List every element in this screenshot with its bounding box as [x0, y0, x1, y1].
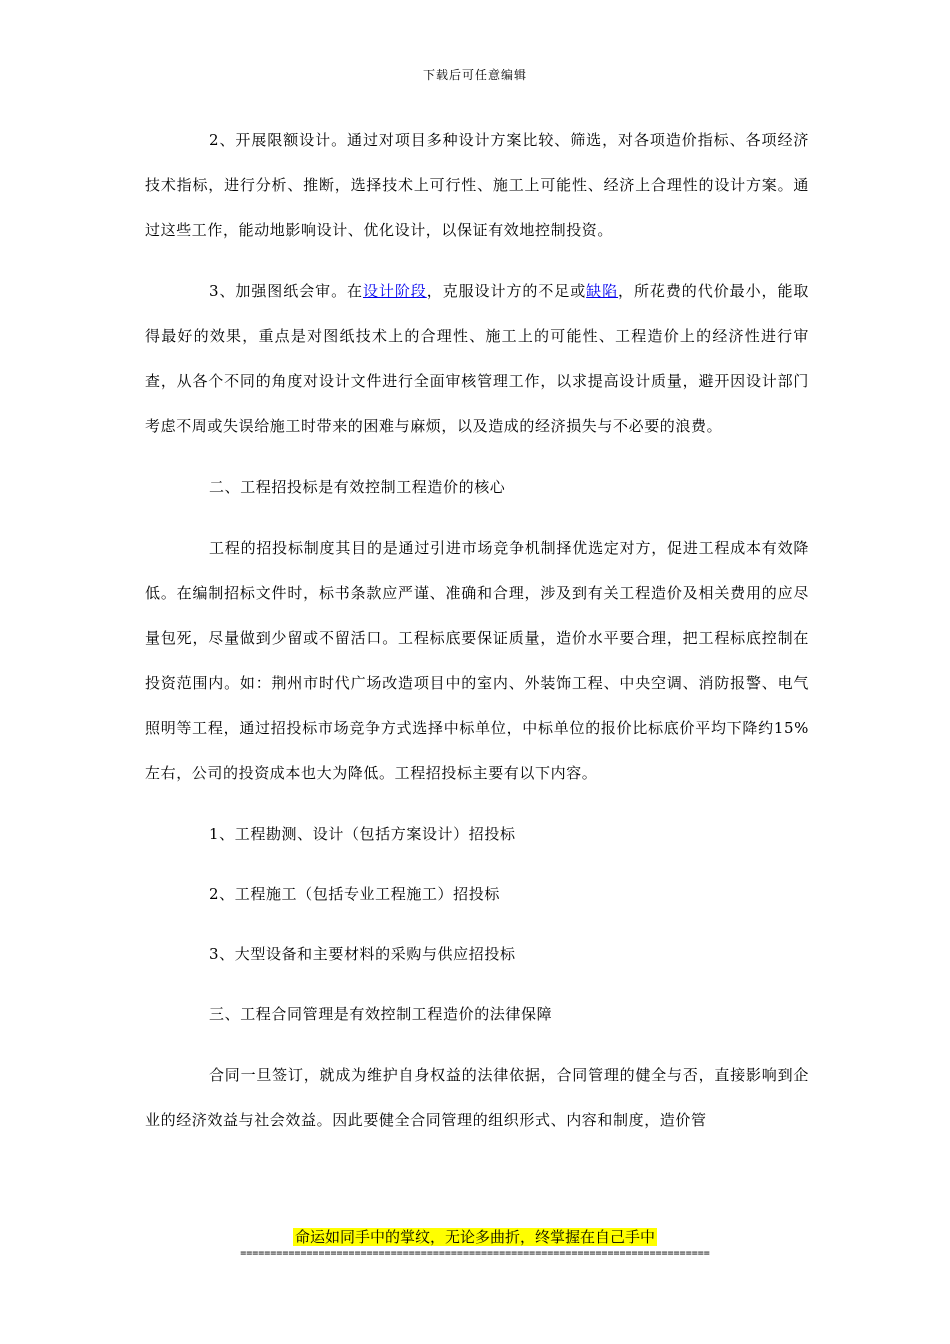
- list-item-construction: 2、工程施工（包括专业工程施工）招投标: [209, 885, 500, 903]
- paragraph-drawing-review: [145, 269, 809, 449]
- document-body: [145, 118, 809, 1159]
- paragraph-bidding: 工程的招投标制度其目的是通过引进市场竞争机制择优选定对方，促进工程成本有效降低。在编制招标文件时，标书条款应严谨、准确和合理，涉及到有关工程造价及相关费用的应尽量包死，尽量做到少留或不留活口。工程标底要保证质量，造价水平要合理，把工程标底控制在投资范围内。如：荆州市时代广场改造项目中的室内、外装饰工程、中央空调、消防报警、电气照明等工程，通过招投标市场竞争方式选择中标单位，中标单位的报价比标底价平均下降约15%左右，公司的投资成本也大为降低。工程招投标主要有以下内容。: [145, 539, 809, 782]
- page-header: 下载后可任意编辑: [422, 68, 527, 82]
- defect-link[interactable]: 缺陷: [586, 282, 619, 300]
- section-heading-bidding: 二、工程招投标是有效控制工程造价的核心: [209, 478, 506, 496]
- drawing-review-text-start: 3、加强图纸会审。在: [209, 282, 363, 300]
- list-item-equipment: 3、大型设备和主要材料的采购与供应招投标: [209, 945, 516, 963]
- drawing-review-text-end: ，所花费的代价最小，能取得最好的效果，重点是对图纸技术上的合理性、施工上的可能性、工程造价上的经济性进行审查，从各个不同的角度对设计文件进行全面审核管理工作，以求提高设计质量，避开因设计部门考虑不周或失误给施工时带来的困难与麻烦，以及造成的经济损失与不必要的浪费。: [145, 282, 810, 435]
- footer-motto-text: 命运如同手中的掌纹，无论多曲折，终掌握在自己手中: [294, 1228, 655, 1246]
- section-heading-contract: 三、工程合同管理是有效控制工程造价的法律保障: [209, 1005, 553, 1023]
- paragraph-design-limit: 2、开展限额设计。通过对项目多种设计方案比较、筛选，对各项造价指标、各项经济技术指标，进行分析、推断，选择技术上可行性、施工上可能性、经济上合理性的设计方案。通过这些工作，能动地影响设计、优化设计，以保证有效地控制投资。: [145, 131, 809, 239]
- design-stage-link[interactable]: 设计阶段: [362, 282, 427, 300]
- paragraph-contract: 合同一旦签订，就成为维护自身权益的法律依据，合同管理的健全与否，直接影响到企业的经济效益与社会效益。因此要健全合同管理的组织形式、内容和制度，造价管: [145, 1066, 809, 1129]
- footer-separator: ==============================================================================: [240, 1248, 710, 1259]
- list-item-survey-design: 1、工程勘测、设计（包括方案设计）招投标: [209, 825, 516, 843]
- footer-motto: [0, 1226, 950, 1248]
- drawing-review-text-middle: ，克服设计方的不足或: [426, 282, 587, 300]
